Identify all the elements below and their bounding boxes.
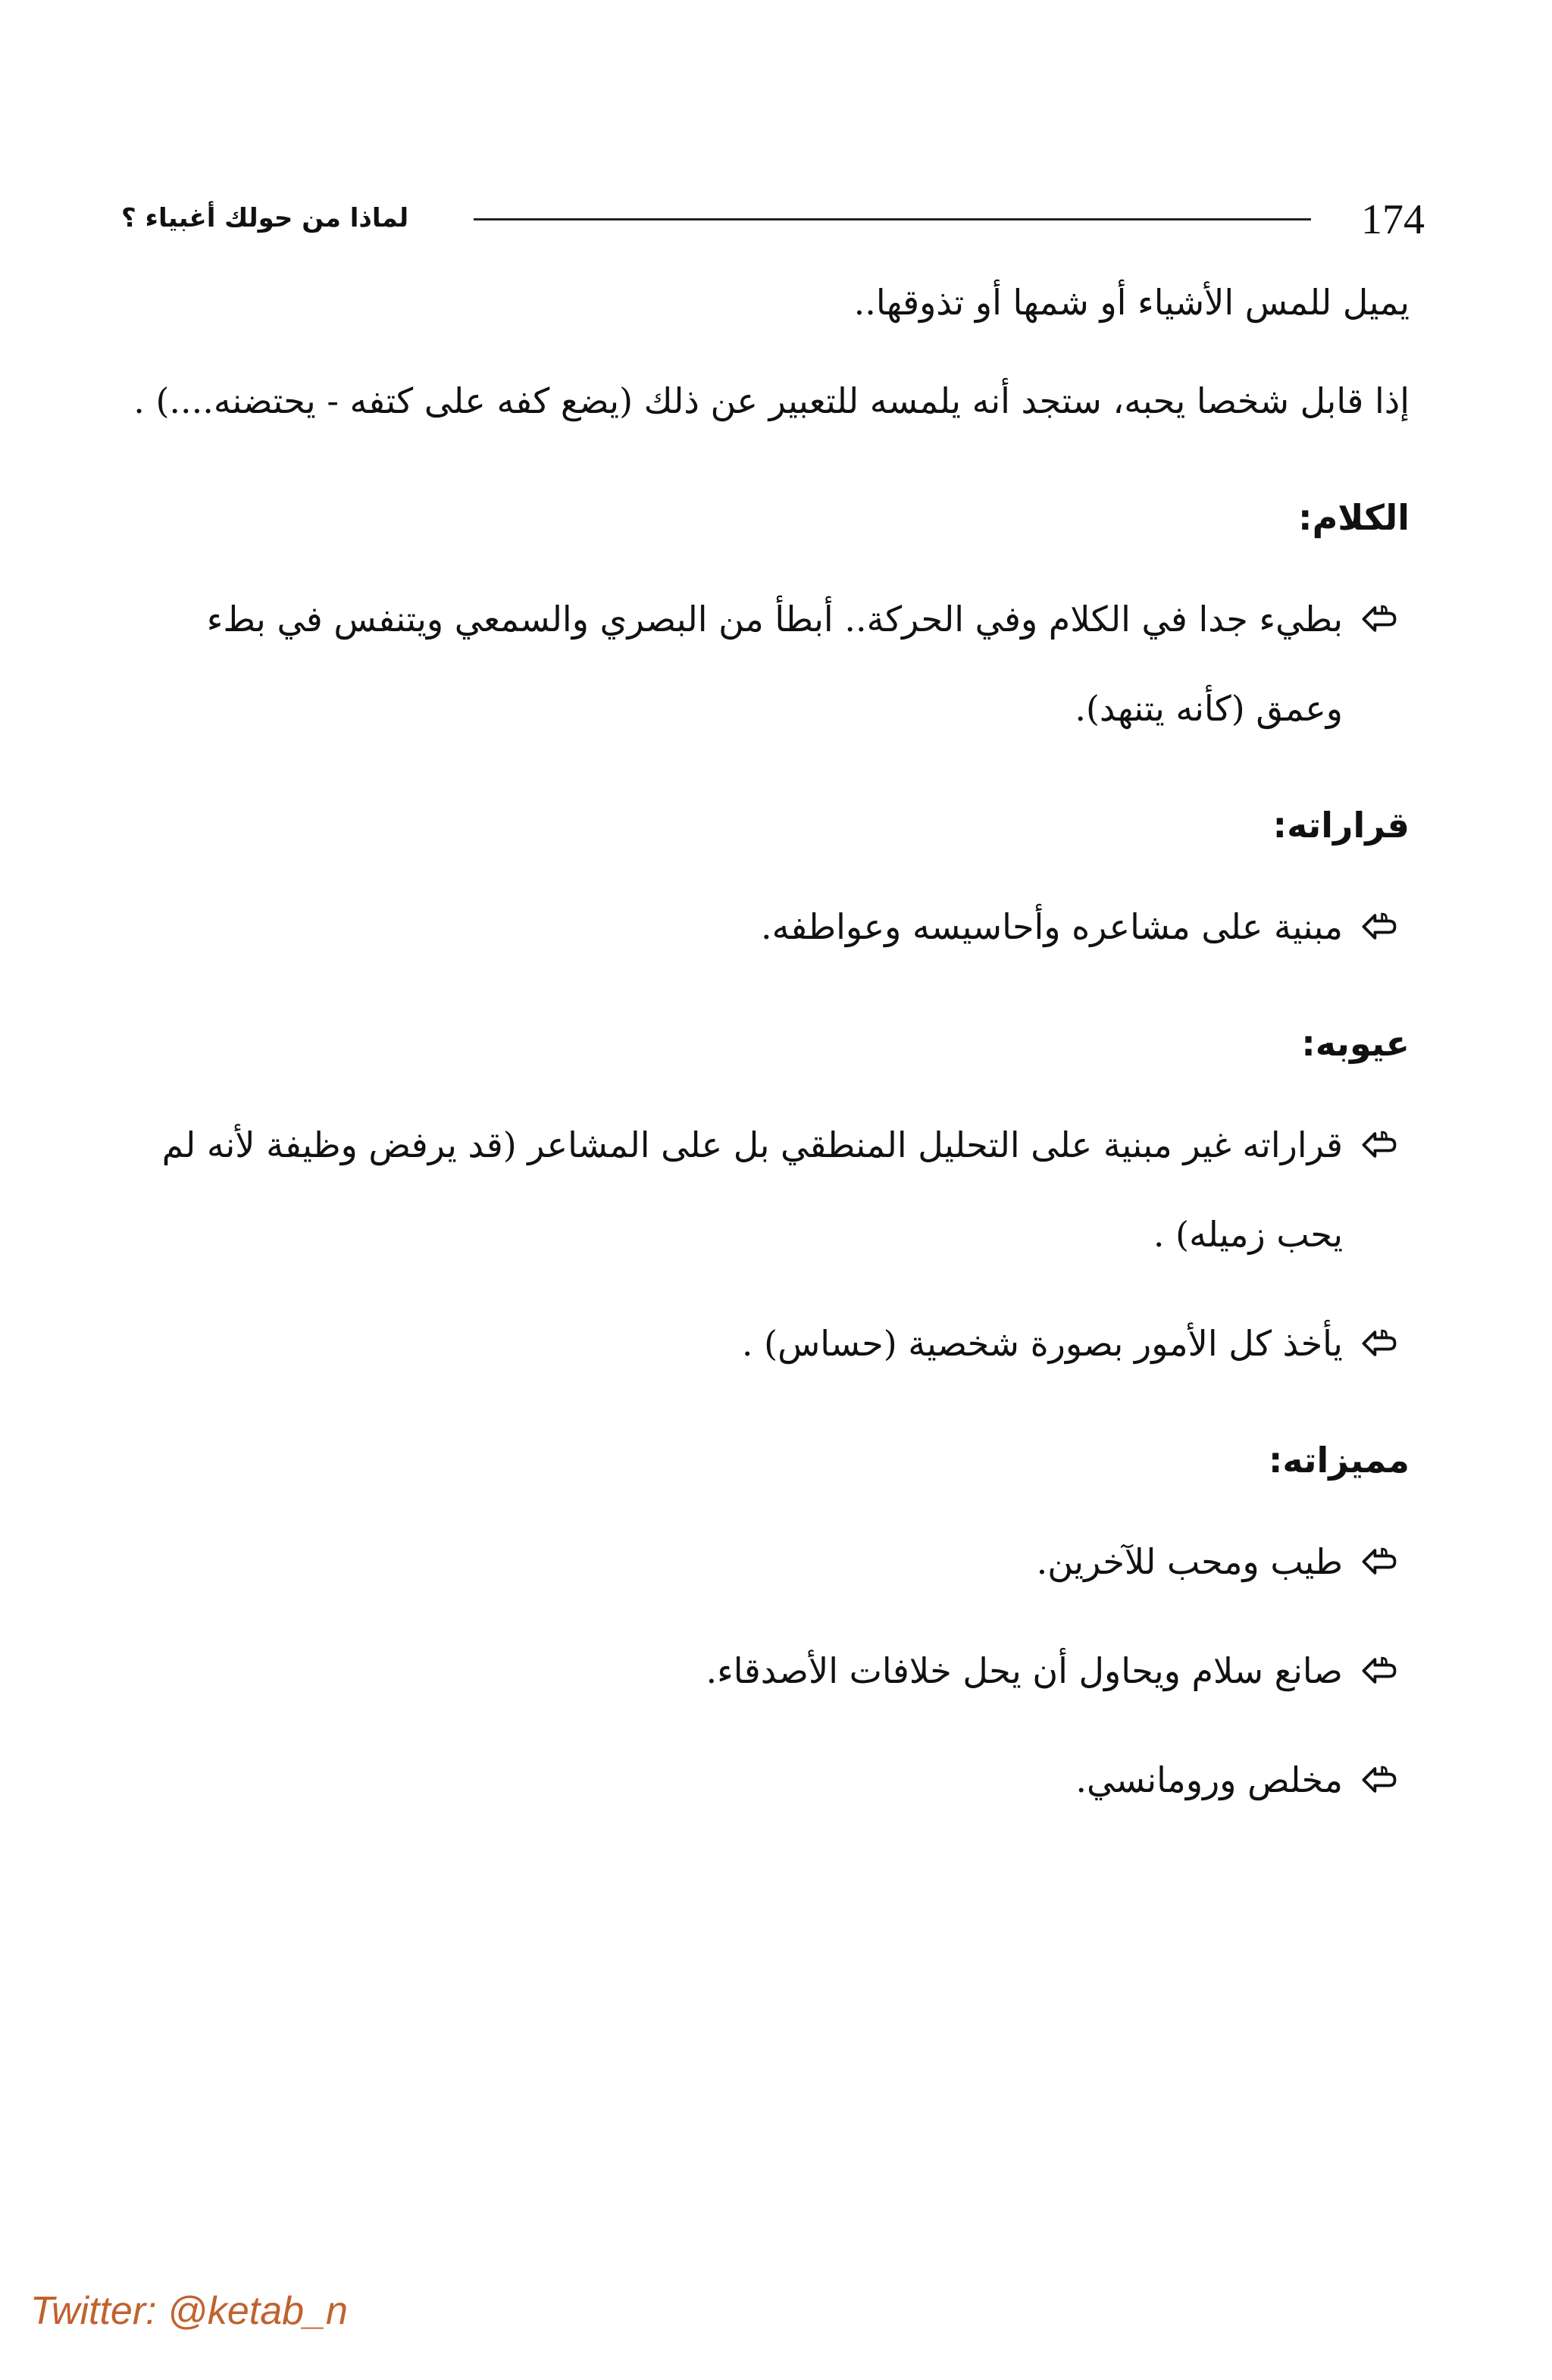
intro-line: يميل للمس الأشياء أو شمها أو تذوقها.. [853,282,1410,323]
list-item [121,1517,1410,1606]
list-item [121,574,1410,753]
section-heading-speech: الكلام: [1298,497,1410,538]
page-number: 174 [1361,196,1425,243]
hand-pointing-icon [1349,1100,1410,1190]
list-item [121,1100,1410,1279]
hand-pointing-icon [1349,1517,1410,1606]
list-item-text: قراراته غير مبنية على التحليل المنطقي بل على المشاعر (قد يرفض وظيفة لأنه لم يحب زميله) . [161,1124,1343,1255]
header-rule [474,218,1311,220]
section-list-decisions [121,882,1410,971]
hand-pointing-icon [1349,1299,1410,1388]
hand-pointing-icon [1349,1735,1410,1825]
section-heading-decisions: قراراته: [1272,805,1410,846]
hand-pointing-icon [1349,1626,1410,1715]
list-item [121,1626,1410,1715]
section-list-strengths [121,1517,1410,1825]
list-item-text: يأخذ كل الأمور بصورة شخصية (حساس) . [741,1323,1343,1364]
list-item-text: مخلص ورومانسي. [1075,1759,1343,1800]
list-item-text: مبنية على مشاعره وأحاسيسه وعواطفه. [760,906,1343,947]
page-header [121,189,1425,250]
list-item-text: بطيء جدا في الكلام وفي الحركة.. أبطأ من البصري والسمعي ويتنفس في بطء وعمق (كأنه يتنهد). [206,599,1343,729]
section-list-flaws [121,1100,1410,1388]
running-title: لماذا من حولك أغبياء ؟ [121,203,409,233]
list-item [121,882,1410,971]
list-item-text: صانع سلام ويحاول أن يحل خلافات الأصدقاء. [706,1650,1343,1691]
hand-pointing-icon [1349,882,1410,971]
list-item [121,1735,1410,1825]
page-content [121,258,1410,1844]
list-item-text: طيب ومحب للآخرين. [1036,1541,1343,1582]
hand-pointing-icon [1349,574,1410,664]
section-heading-flaws: عيوبه: [1301,1023,1410,1064]
section-heading-strengths: مميزاته: [1268,1440,1410,1481]
list-item [121,1299,1410,1388]
intro-paragraph: إذا قابل شخصا يحبه، ستجد أنه يلمسه للتعبير عن ذلك (يضع كفه على كتفه - يحتضنه....) . [133,380,1410,421]
section-list-speech [121,574,1410,753]
watermark: Twitter: @ketab_n [30,2289,348,2333]
